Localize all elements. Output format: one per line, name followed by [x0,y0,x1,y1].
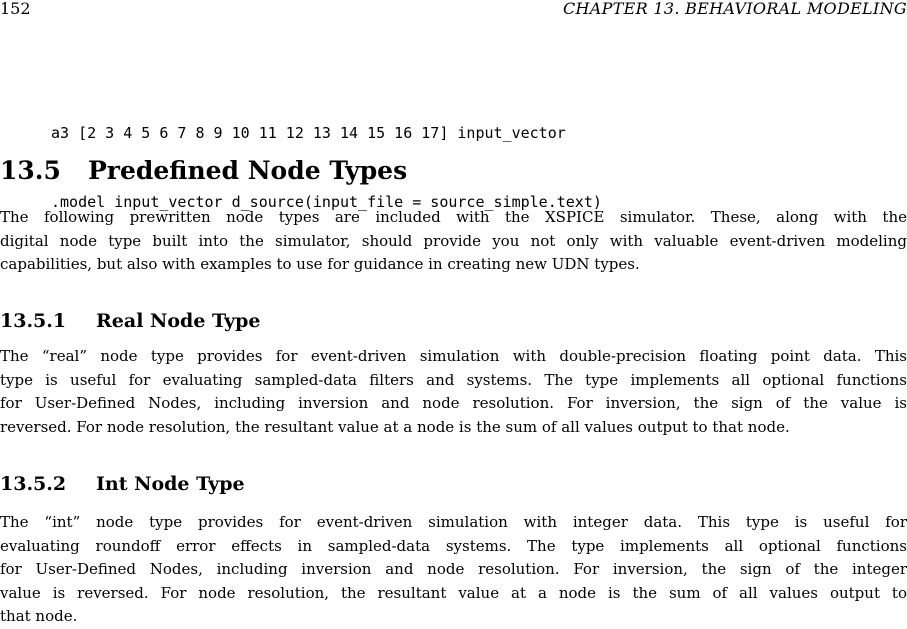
paragraph-line: The following prewritten node types are included with the XSPICE simulator. These, along with the [0,208,907,226]
paragraph-line: type is useful for evaluating sampled-data filters and systems. The type implements all optional functions [0,370,907,389]
subsection-heading-int [0,472,245,496]
section-intro-paragraph [0,206,907,277]
paragraph-line: value is reversed. For node resolution, the resultant value at a node is the sum of all values output to [0,583,907,602]
paragraph-line: for User-Defined Nodes, including inversion and node resolution. For inversion, the sign of the value is [0,394,907,413]
paragraph-line: for User-Defined Nodes, including inversion and node resolution. For inversion, the sign of the integer [0,560,907,579]
subsection-number: 13.5.1 [0,310,67,332]
paragraph-line: The “int” node type provides for event-driven simulation with integer data. This type is useful for [0,513,907,531]
int-node-paragraph [0,511,907,629]
code-line: .model input_vector d_source(input_file = source_simple.text) [51,193,602,211]
running-header [0,0,907,22]
subsection-heading-real [0,309,261,333]
subsection-title: Int Node Type [96,473,245,495]
paragraph-line: reversed. For node resolution, the resultant value at a node is the sum of all values output to that node. [0,417,790,436]
paragraph-line: digital node type built into the simulator, should provide you not only with valuable event-driven modeling [0,231,907,250]
section-heading [0,155,407,187]
section-number: 13.5 [0,156,61,185]
section-title: Predefined Node Types [88,156,408,185]
page-number: 152 [0,0,31,18]
code-line: a3 [2 3 4 5 6 7 8 9 10 11 12 13 14 15 16 17] input_vector [51,124,566,142]
paragraph-line: that node. [0,607,78,626]
paragraph-line: evaluating roundoff error effects in sampled-data systems. The type implements all optional functions [0,536,907,555]
subsection-title: Real Node Type [96,310,261,332]
real-node-paragraph [0,345,907,439]
paragraph-line: capabilities, but also with examples to use for guidance in creating new UDN types. [0,255,640,274]
chapter-title: CHAPTER 13. BEHAVIORAL MODELING [562,0,907,18]
subsection-number: 13.5.2 [0,473,67,495]
paragraph-line: The “real” node type provides for event-driven simulation with double-precision floating point data. This [0,347,907,365]
